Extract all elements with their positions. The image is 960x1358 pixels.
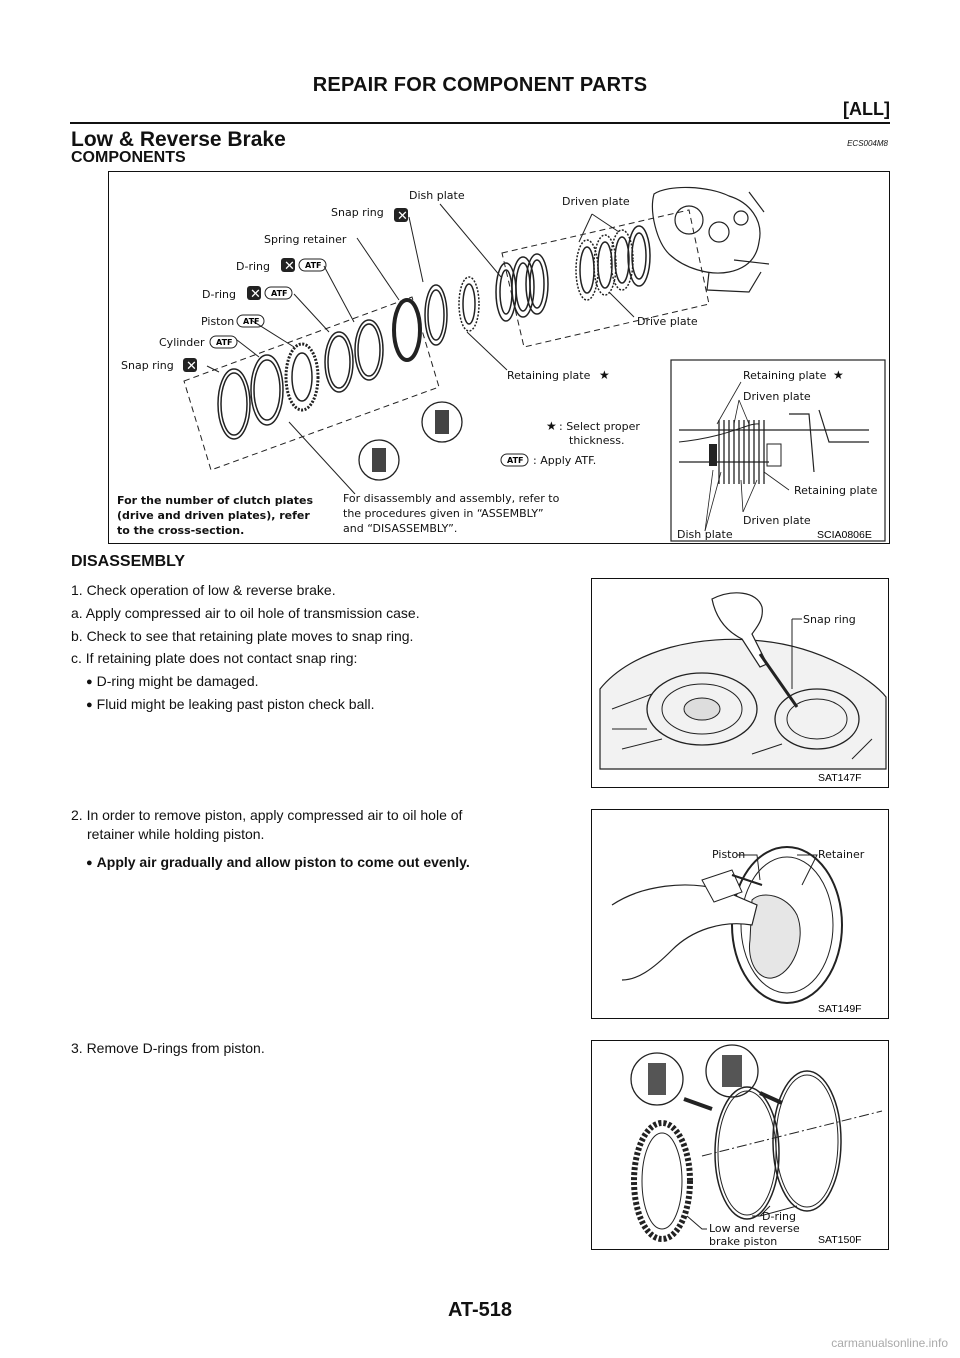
cross-section-inset — [671, 360, 885, 541]
atf-badge-1: ATF — [305, 261, 322, 270]
inset-label-driven-plate-bottom: Driven plate — [743, 514, 811, 527]
sat147f-label: Snap ring — [803, 613, 856, 626]
legend-star-text2: thickness. — [569, 434, 625, 447]
step-2-line1: 2. In order to remove piston, apply compressed air to oil hole of — [71, 807, 463, 823]
bullet-2 — [86, 695, 374, 716]
svg-text:✕: ✕ — [250, 287, 261, 302]
atf-badge-2: ATF — [271, 289, 288, 298]
figure-sat150f — [591, 1040, 889, 1250]
inset-label-dish-plate: Dish plate — [677, 528, 733, 541]
inset-label-driven-plate-top: Driven plate — [743, 390, 811, 403]
inset-star-icon: ★ — [833, 368, 844, 382]
svg-text:✕: ✕ — [397, 209, 408, 224]
sat149f-label-piston: Piston — [712, 848, 746, 861]
step-1c: c. If retaining plate does not contact snap ring: — [71, 650, 358, 666]
watermark: carmanualsonline.info — [831, 1336, 948, 1350]
sat150f-label-piston-2: brake piston — [709, 1235, 778, 1248]
figure-code-sat150f: SAT150F — [818, 1234, 862, 1246]
figure-code-components: SCIA0806E — [817, 529, 872, 541]
sat150f-label-dring: D-ring — [762, 1210, 796, 1223]
step-2-line2: retainer while holding piston. — [87, 826, 265, 842]
bullet-1 — [86, 672, 259, 693]
fig-label-retaining-plate: Retaining plate — [507, 369, 591, 382]
step-1a: a. Apply compressed air to oil hole of transmission case. — [71, 605, 420, 621]
components-heading: COMPONENTS — [71, 149, 186, 166]
legend-star-text: : Select proper — [559, 420, 640, 433]
atf-badge-legend: ATF — [507, 456, 524, 465]
figure-sat149f — [591, 809, 889, 1019]
bullet-3 — [86, 853, 470, 874]
note-right-3: and “DISASSEMBLY”. — [343, 522, 458, 535]
bullet-icon: ● — [86, 699, 93, 711]
note-left-3: to the cross-section. — [117, 524, 245, 537]
step-1: 1. Check operation of low & reverse brake. — [71, 582, 336, 598]
components-diagram — [109, 172, 889, 543]
fig-label-spring-retainer: Spring retainer — [264, 233, 347, 246]
step-1b: b. Check to see that retaining plate moves to snap ring. — [71, 628, 414, 644]
note-left-1: For the number of clutch plates — [117, 494, 314, 507]
header-tag: [ALL] — [843, 99, 890, 119]
disassembly-heading: DISASSEMBLY — [71, 553, 186, 570]
header-title: REPAIR FOR COMPONENT PARTS — [312, 74, 648, 96]
fig-label-d-ring-2: D-ring — [202, 288, 236, 301]
header-rule — [70, 122, 890, 124]
fig-label-driven-plate: Driven plate — [562, 195, 630, 208]
components-figure — [108, 171, 890, 544]
sat150f-label-piston-1: Low and reverse — [709, 1222, 800, 1235]
step-3: 3. Remove D-rings from piston. — [71, 1040, 265, 1056]
bullet-2-text: Fluid might be leaking past piston check ball. — [96, 696, 375, 712]
note-right-1: For disassembly and assembly, refer to — [343, 492, 560, 505]
section-title: Low & Reverse Brake — [71, 128, 286, 151]
page-number: AT-518 — [447, 1299, 513, 1321]
transmission-case-drawing — [652, 187, 769, 292]
atf-badge-3: ATF — [243, 317, 260, 326]
legend-star-icon: ★ — [546, 419, 557, 433]
svg-text:✕: ✕ — [284, 259, 295, 274]
fig-label-snap-ring-left: Snap ring — [121, 359, 174, 372]
svg-text:✕: ✕ — [186, 359, 197, 374]
figure-code-sat147f: SAT147F — [818, 772, 862, 784]
bullet-1-text: D-ring might be damaged. — [96, 673, 259, 689]
sat147f-drawing — [592, 579, 888, 787]
fig-label-drive-plate: Drive plate — [637, 315, 698, 328]
note-left-2: (drive and driven plates), refer — [117, 509, 310, 522]
star-icon: ★ — [599, 368, 610, 382]
note-right-2: the procedures given in “ASSEMBLY” — [343, 507, 544, 520]
inset-label-retaining-plate-right: Retaining plate — [794, 484, 878, 497]
inset-label-retaining-plate-top: Retaining plate — [743, 369, 827, 382]
fig-label-cylinder: Cylinder — [159, 336, 205, 349]
bullet-icon: ● — [86, 857, 93, 869]
bullet-icon: ● — [86, 676, 93, 688]
section-code: ECS004M8 — [847, 139, 888, 148]
figure-sat147f — [591, 578, 889, 788]
fig-label-snap-ring-top: Snap ring — [331, 206, 384, 219]
fig-label-piston: Piston — [201, 315, 235, 328]
step-2 — [71, 806, 576, 844]
sat149f-label-retainer: Retainer — [818, 848, 865, 861]
sat150f-drawing — [592, 1041, 888, 1249]
legend-atf-text: : Apply ATF. — [533, 454, 597, 467]
seal-detail-circles — [359, 402, 462, 480]
sat149f-drawing — [592, 810, 888, 1018]
bullet-3-text: Apply air gradually and allow piston to come out evenly. — [96, 854, 470, 870]
fig-label-d-ring-1: D-ring — [236, 260, 270, 273]
atf-badge-4: ATF — [216, 338, 233, 347]
fig-label-dish-plate: Dish plate — [409, 189, 465, 202]
figure-code-sat149f: SAT149F — [818, 1003, 862, 1015]
